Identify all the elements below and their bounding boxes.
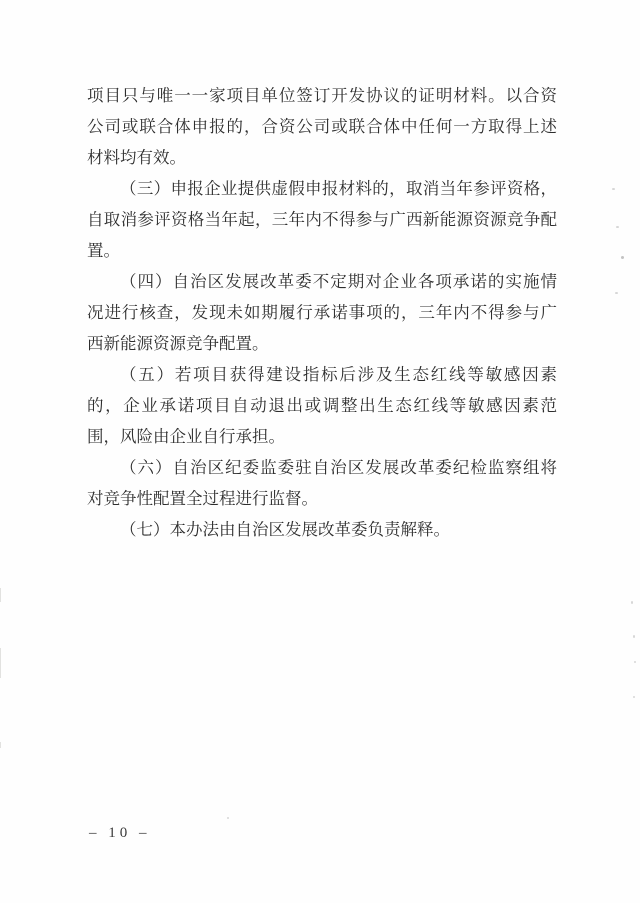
document-text xyxy=(87,80,557,545)
scan-edge-mark xyxy=(0,742,1,748)
text-line: 自取消参评资格当年起，三年内不得参与广西新能源资源竞争配 xyxy=(87,210,557,229)
text-line-clause-4: （四）自治区发展改革委不定期对企业各项承诺的实施情 xyxy=(120,272,557,291)
scan-speck xyxy=(621,256,624,259)
text-line-clause-6: （六）自治区纪委监委驻自治区发展改革委纪检监察组将 xyxy=(120,458,557,477)
scan-speck xyxy=(227,817,229,819)
text-line: 对竞争性配置全过程进行监督。 xyxy=(87,489,318,508)
scan-speck xyxy=(633,635,635,638)
scan-edge-mark xyxy=(0,648,1,678)
text-line: 材料均有效。 xyxy=(87,148,186,167)
text-line: 项目只与唯一一家项目单位签订开发协议的证明材料。以合资 xyxy=(87,86,557,105)
text-line-clause-3: （三）申报企业提供虚假申报材料的，取消当年参评资格， xyxy=(120,179,557,198)
scan-speck xyxy=(634,661,636,663)
scan-speck xyxy=(616,226,619,228)
text-line: 围，风险由企业自行承担。 xyxy=(87,427,285,446)
text-line: 置。 xyxy=(87,241,120,260)
scan-speck xyxy=(612,188,615,190)
scan-speck xyxy=(615,292,618,294)
text-line-clause-7: （七）本办法由自治区发展改革委负责解释。 xyxy=(120,520,450,539)
text-line-clause-5: （五）若项目获得建设指标后涉及生态红线等敏感因素 xyxy=(120,365,557,384)
scan-speck xyxy=(633,696,635,698)
scan-speck xyxy=(631,601,633,604)
text-line: 公司或联合体申报的，合资公司或联合体中任何一方取得上述 xyxy=(87,117,557,136)
page-number: – 10 – xyxy=(89,825,151,841)
text-line: 况进行核查，发现未如期履行承诺事项的，三年内不得参与广 xyxy=(87,303,557,322)
text-line: 的，企业承诺项目自动退出或调整出生态红线等敏感因素范 xyxy=(87,396,557,415)
scan-edge-mark xyxy=(0,588,1,602)
text-line: 西新能源资源竞争配置。 xyxy=(87,334,269,353)
